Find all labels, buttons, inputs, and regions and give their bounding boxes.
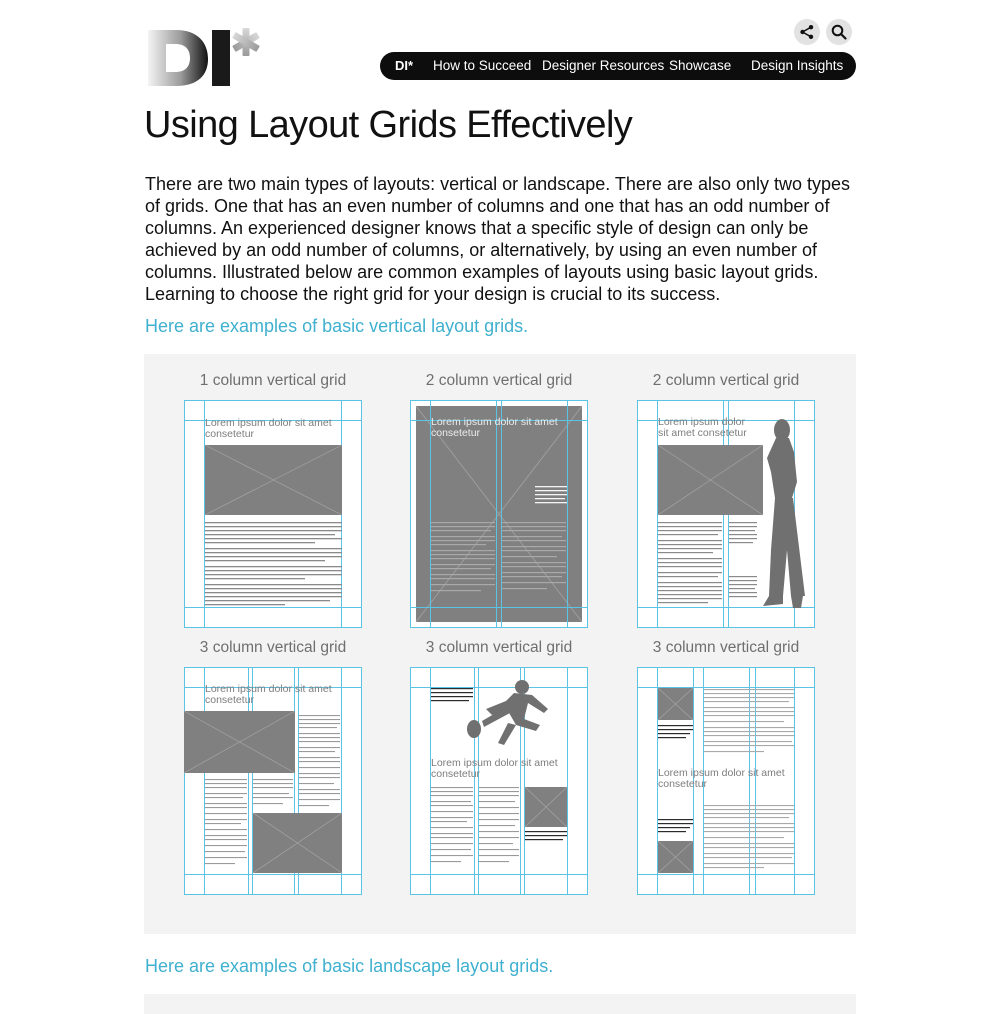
- example-headline: Lorem ipsum dolor sit amet consetetur: [205, 417, 332, 440]
- nav-item-design-insights[interactable]: Design Insights: [751, 58, 844, 73]
- example-title: 1 column vertical grid: [199, 372, 347, 389]
- page-title: Using Layout Grids Effectively: [144, 104, 633, 146]
- layout-page-1col[interactable]: [184, 400, 362, 628]
- example-title: 2 column vertical grid: [652, 372, 800, 389]
- example-headline: Lorem ipsum dolor sit amet consetetur: [431, 757, 558, 780]
- example-title: 3 column vertical grid: [652, 639, 800, 656]
- layout-page-3col-figure[interactable]: [410, 667, 588, 895]
- example-headline: Lorem ipsum dolor sit amet consetetur: [205, 683, 332, 706]
- landscape-grids-panel: [144, 994, 856, 1014]
- jumping-man-silhouette: [467, 680, 548, 745]
- example-headline: Lorem ipsum dolor sit amet consetetur: [658, 767, 785, 790]
- site-logo[interactable]: [146, 26, 264, 90]
- example-title: 3 column vertical grid: [199, 639, 347, 656]
- vertical-grids-heading: Here are examples of basic vertical layout grids.: [145, 316, 529, 336]
- layout-page-2col-figure[interactable]: [637, 400, 815, 628]
- logo-mark: [146, 26, 264, 90]
- landscape-grids-heading: Here are examples of basic landscape layout grids.: [145, 956, 554, 976]
- vertical-grids-panel: [144, 354, 856, 934]
- search-button[interactable]: [826, 19, 852, 45]
- nav-item-showcase[interactable]: Showcase: [669, 58, 732, 73]
- example-headline: Lorem ipsum dolor sit amet consetetur: [431, 416, 558, 439]
- woman-silhouette: [763, 419, 805, 608]
- example-title: 3 column vertical grid: [425, 639, 573, 656]
- nav-item-designer-resources[interactable]: Designer Resources: [542, 58, 665, 73]
- layout-page-3col[interactable]: [184, 667, 362, 895]
- example-title: 2 column vertical grid: [425, 372, 573, 389]
- layout-thumbnail: [410, 667, 588, 895]
- example-headline: Lorem ipsum dolor sit amet consetetur: [658, 416, 747, 439]
- share-button[interactable]: [794, 19, 820, 45]
- nav-item-home[interactable]: DI*: [395, 58, 414, 73]
- nav-item-how-to-succeed[interactable]: How to Succeed: [433, 58, 532, 73]
- intro-paragraph: There are two main types of layouts: vertical or landscape. There are also only two types of grids. One that has an even number of columns and one that has an odd number of columns. An experienced designer knows that a specific style of design can only be achieved by an odd number of columns, or alternatively, by using an even number of columns. Illustrated below are common examples of layouts using basic layout grids. Learning to choose the right grid for your design is crucial to its success.: [145, 174, 851, 304]
- share-icon: [799, 24, 815, 40]
- layout-page-3col-sidebar[interactable]: [637, 667, 815, 895]
- layout-page-2col-full-bleed[interactable]: [410, 400, 588, 628]
- main-nav: [380, 52, 856, 80]
- search-icon: [831, 24, 847, 40]
